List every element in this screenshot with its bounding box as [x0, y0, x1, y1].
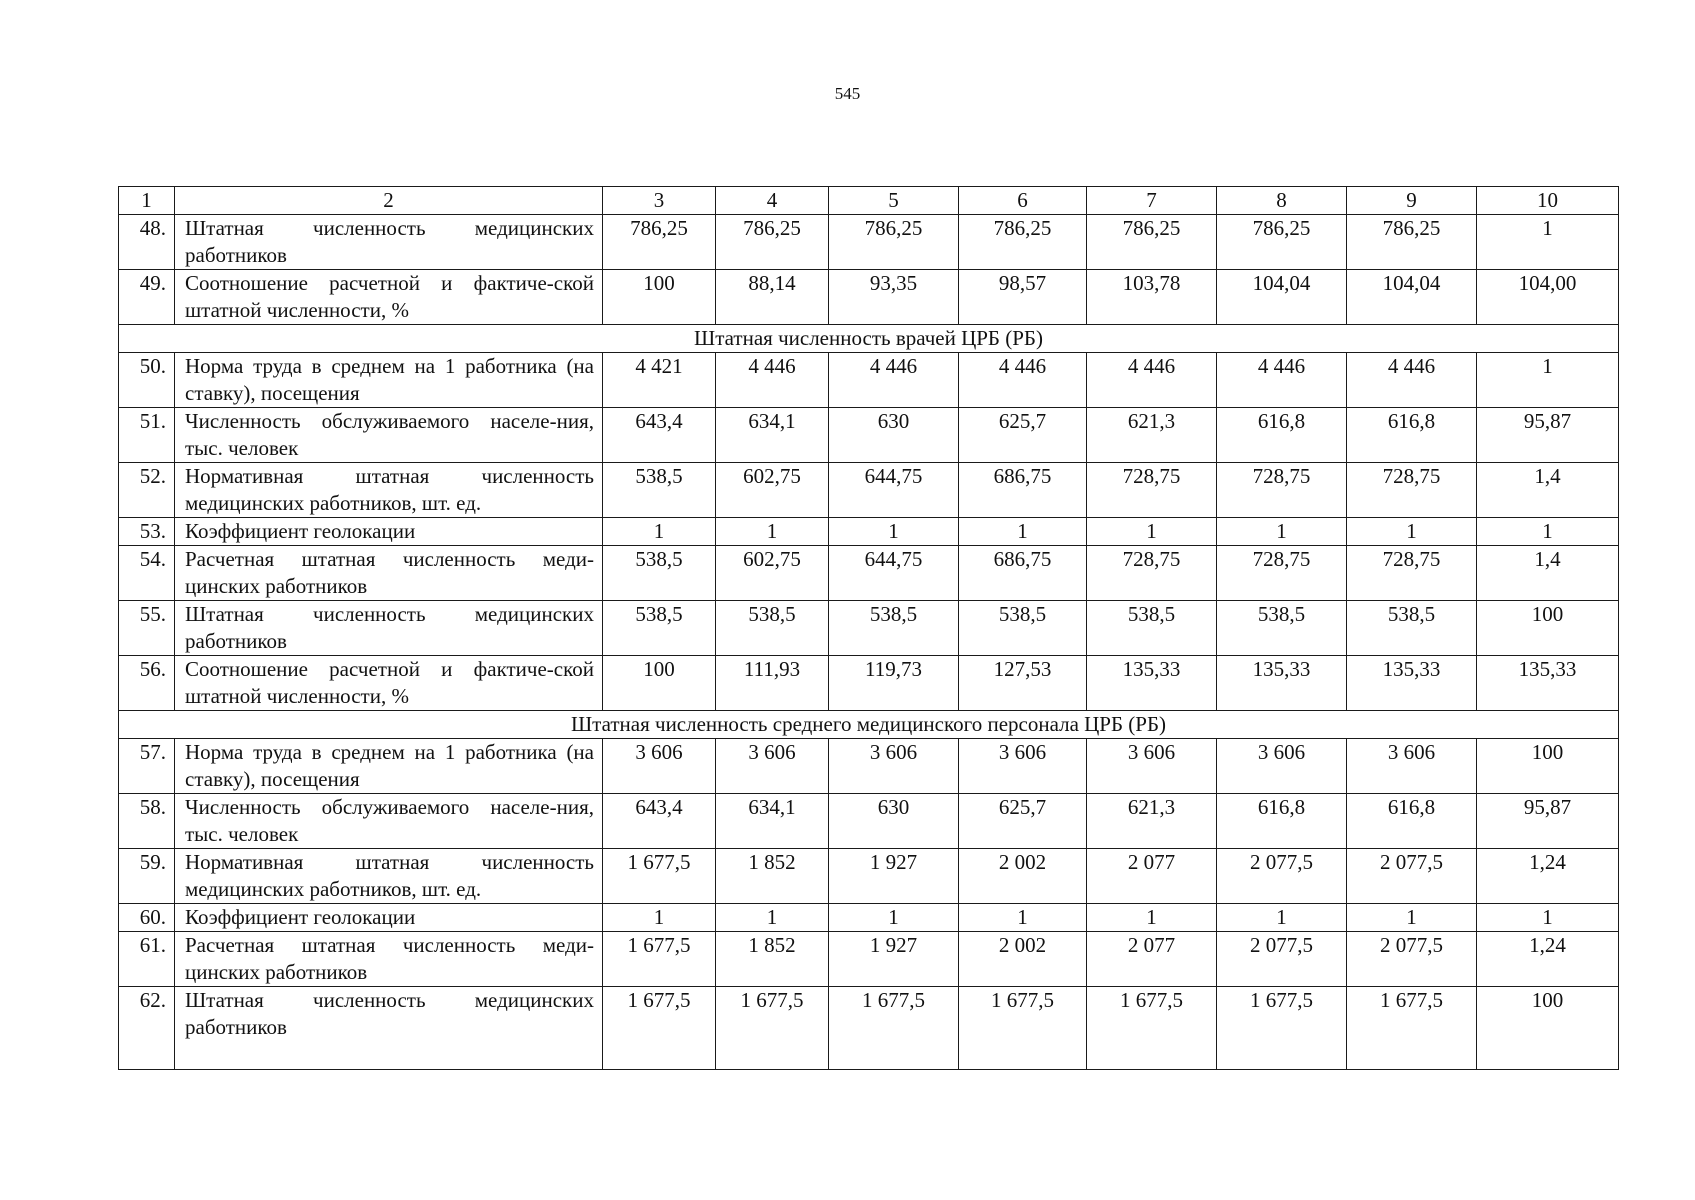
- table-row: [119, 794, 1619, 849]
- table-cell: 104,04: [1217, 270, 1347, 325]
- row-label: Расчетная штатная численность меди-цинских работников: [175, 546, 603, 601]
- table-cell: 104,04: [1347, 270, 1477, 325]
- table-cell: 644,75: [829, 546, 959, 601]
- table-cell: 602,75: [716, 546, 829, 601]
- table-cell: 538,5: [603, 463, 716, 518]
- table-cell: 1 677,5: [603, 987, 716, 1070]
- table-cell: 3 606: [1087, 739, 1217, 794]
- row-label: Коэффициент геолокации: [175, 904, 603, 932]
- table-cell: 1 677,5: [603, 849, 716, 904]
- column-header: 4: [716, 187, 829, 215]
- table-cell: 538,5: [1217, 601, 1347, 656]
- table-cell: 602,75: [716, 463, 829, 518]
- table-cell: 4 446: [1087, 353, 1217, 408]
- table-row: [119, 656, 1619, 711]
- table-cell: 538,5: [603, 601, 716, 656]
- table-cell: 625,7: [959, 794, 1087, 849]
- row-number: 62.: [119, 987, 175, 1070]
- table-cell: 127,53: [959, 656, 1087, 711]
- table-cell: 1 677,5: [603, 932, 716, 987]
- table-cell: 686,75: [959, 546, 1087, 601]
- table-cell: 2 077,5: [1347, 849, 1477, 904]
- column-header: 10: [1477, 187, 1619, 215]
- row-label: Штатная численность медицинских работников: [175, 987, 603, 1070]
- table-cell: 1 677,5: [1217, 987, 1347, 1070]
- table-cell: 1 677,5: [716, 987, 829, 1070]
- table-cell: 4 446: [1217, 353, 1347, 408]
- row-label: Расчетная штатная численность меди-цинских работников: [175, 932, 603, 987]
- table-cell: 728,75: [1217, 546, 1347, 601]
- table-cell: 616,8: [1217, 794, 1347, 849]
- table-cell: 728,75: [1347, 463, 1477, 518]
- table-cell: 643,4: [603, 408, 716, 463]
- table-cell: 621,3: [1087, 794, 1217, 849]
- table-cell: 616,8: [1347, 408, 1477, 463]
- table-cell: 4 446: [829, 353, 959, 408]
- table-cell: 2 077,5: [1217, 932, 1347, 987]
- table-cell: 728,75: [1087, 463, 1217, 518]
- table-cell: 538,5: [1087, 601, 1217, 656]
- table-row: [119, 408, 1619, 463]
- table-cell: 100: [1477, 601, 1619, 656]
- row-number: 51.: [119, 408, 175, 463]
- row-number: 49.: [119, 270, 175, 325]
- table-cell: 728,75: [1087, 546, 1217, 601]
- row-number: 53.: [119, 518, 175, 546]
- table-cell: 728,75: [1217, 463, 1347, 518]
- row-number: 55.: [119, 601, 175, 656]
- table-cell: 98,57: [959, 270, 1087, 325]
- table-cell: 3 606: [829, 739, 959, 794]
- table-cell: 1: [1347, 904, 1477, 932]
- table-cell: 616,8: [1347, 794, 1477, 849]
- column-header: 7: [1087, 187, 1217, 215]
- table-row: [119, 270, 1619, 325]
- column-header: 3: [603, 187, 716, 215]
- row-label: Штатная численность медицинских работников: [175, 601, 603, 656]
- table-cell: 1 677,5: [959, 987, 1087, 1070]
- section-title: Штатная численность среднего медицинского персонала ЦРБ (РБ): [119, 711, 1619, 739]
- row-label: Численность обслуживаемого населе-ния, тыс. человек: [175, 408, 603, 463]
- table-cell: 4 446: [959, 353, 1087, 408]
- table-cell: 786,25: [603, 215, 716, 270]
- table-row: [119, 601, 1619, 656]
- table-cell: 135,33: [1087, 656, 1217, 711]
- row-label: Соотношение расчетной и фактиче-ской штатной численности, %: [175, 656, 603, 711]
- section-header-row: [119, 325, 1619, 353]
- table-cell: 786,25: [1087, 215, 1217, 270]
- table-row: [119, 904, 1619, 932]
- table-cell: 100: [603, 270, 716, 325]
- table-cell: 625,7: [959, 408, 1087, 463]
- row-number: 61.: [119, 932, 175, 987]
- row-label: Нормативная штатная численность медицинских работников, шт. ед.: [175, 849, 603, 904]
- table-cell: 3 606: [716, 739, 829, 794]
- table-cell: 93,35: [829, 270, 959, 325]
- row-label: Норма труда в среднем на 1 работника (на ставку), посещения: [175, 353, 603, 408]
- table-cell: 786,25: [959, 215, 1087, 270]
- row-label: Численность обслуживаемого населе-ния, тыс. человек: [175, 794, 603, 849]
- table-cell: 100: [1477, 739, 1619, 794]
- row-number: 56.: [119, 656, 175, 711]
- table-cell: 786,25: [829, 215, 959, 270]
- row-number: 54.: [119, 546, 175, 601]
- row-label: Норма труда в среднем на 1 работника (на ставку), посещения: [175, 739, 603, 794]
- table-cell: 135,33: [1217, 656, 1347, 711]
- table-cell: 538,5: [959, 601, 1087, 656]
- table-row: [119, 987, 1619, 1070]
- table-cell: 538,5: [1347, 601, 1477, 656]
- table-cell: 1: [1477, 353, 1619, 408]
- table-cell: 1: [603, 904, 716, 932]
- table-cell: 786,25: [716, 215, 829, 270]
- row-number: 52.: [119, 463, 175, 518]
- row-label: Штатная численность медицинских работников: [175, 215, 603, 270]
- row-number: 60.: [119, 904, 175, 932]
- table-cell: 1 677,5: [1087, 987, 1217, 1070]
- column-header-row: [119, 187, 1619, 215]
- table-cell: 1 852: [716, 932, 829, 987]
- table-cell: 786,25: [1217, 215, 1347, 270]
- table-row: [119, 518, 1619, 546]
- table-cell: 616,8: [1217, 408, 1347, 463]
- table-cell: 4 421: [603, 353, 716, 408]
- row-number: 59.: [119, 849, 175, 904]
- table-cell: 1 677,5: [829, 987, 959, 1070]
- table-cell: 135,33: [1347, 656, 1477, 711]
- table-row: [119, 932, 1619, 987]
- table-row: [119, 353, 1619, 408]
- table-cell: 1: [603, 518, 716, 546]
- table-cell: 1 852: [716, 849, 829, 904]
- table-cell: 1: [1477, 904, 1619, 932]
- table-cell: 1: [1347, 518, 1477, 546]
- table-cell: 1: [1477, 215, 1619, 270]
- table-cell: 95,87: [1477, 408, 1619, 463]
- table-cell: 1 927: [829, 849, 959, 904]
- table-cell: 1: [1217, 904, 1347, 932]
- section-header-row: [119, 711, 1619, 739]
- table-cell: 1: [1087, 904, 1217, 932]
- table-cell: 1: [716, 518, 829, 546]
- table-cell: 111,93: [716, 656, 829, 711]
- table-cell: 95,87: [1477, 794, 1619, 849]
- table-cell: 2 077,5: [1217, 849, 1347, 904]
- table-cell: 538,5: [603, 546, 716, 601]
- table-cell: 1: [829, 904, 959, 932]
- table-cell: 135,33: [1477, 656, 1619, 711]
- table-cell: 119,73: [829, 656, 959, 711]
- table-cell: 634,1: [716, 794, 829, 849]
- table-cell: 1 677,5: [1347, 987, 1477, 1070]
- table-row: [119, 849, 1619, 904]
- table-cell: 1,4: [1477, 546, 1619, 601]
- row-label: Соотношение расчетной и фактиче-ской штатной численности, %: [175, 270, 603, 325]
- table-cell: 3 606: [603, 739, 716, 794]
- table-cell: 728,75: [1347, 546, 1477, 601]
- table-cell: 1: [716, 904, 829, 932]
- table-cell: 630: [829, 794, 959, 849]
- table-cell: 1: [1217, 518, 1347, 546]
- column-header: 6: [959, 187, 1087, 215]
- row-number: 58.: [119, 794, 175, 849]
- table-cell: 643,4: [603, 794, 716, 849]
- table-cell: 1,24: [1477, 932, 1619, 987]
- table-cell: 630: [829, 408, 959, 463]
- table-cell: 2 002: [959, 932, 1087, 987]
- column-header: 8: [1217, 187, 1347, 215]
- row-number: 57.: [119, 739, 175, 794]
- column-header: 1: [119, 187, 175, 215]
- table-row: [119, 739, 1619, 794]
- table-cell: 2 002: [959, 849, 1087, 904]
- table-cell: 3 606: [1217, 739, 1347, 794]
- table-cell: 1 927: [829, 932, 959, 987]
- table-cell: 88,14: [716, 270, 829, 325]
- row-number: 48.: [119, 215, 175, 270]
- table-cell: 100: [603, 656, 716, 711]
- table-row: [119, 463, 1619, 518]
- table-cell: 686,75: [959, 463, 1087, 518]
- table-row: [119, 546, 1619, 601]
- table-cell: 644,75: [829, 463, 959, 518]
- table-cell: 1: [1477, 518, 1619, 546]
- table-cell: 1: [1087, 518, 1217, 546]
- row-label: Коэффициент геолокации: [175, 518, 603, 546]
- column-header: 9: [1347, 187, 1477, 215]
- table-cell: 2 077,5: [1347, 932, 1477, 987]
- table-cell: 2 077: [1087, 932, 1217, 987]
- table-body: [119, 187, 1619, 1070]
- column-header: 5: [829, 187, 959, 215]
- table-cell: 1,4: [1477, 463, 1619, 518]
- row-label: Нормативная штатная численность медицинских работников, шт. ед.: [175, 463, 603, 518]
- table-cell: 1,24: [1477, 849, 1619, 904]
- section-title: Штатная численность врачей ЦРБ (РБ): [119, 325, 1619, 353]
- table-cell: 4 446: [1347, 353, 1477, 408]
- table-cell: 104,00: [1477, 270, 1619, 325]
- table-row: [119, 215, 1619, 270]
- table-cell: 2 077: [1087, 849, 1217, 904]
- table-cell: 786,25: [1347, 215, 1477, 270]
- table-cell: 4 446: [716, 353, 829, 408]
- row-number: 50.: [119, 353, 175, 408]
- table-cell: 100: [1477, 987, 1619, 1070]
- table-cell: 621,3: [1087, 408, 1217, 463]
- table-cell: 3 606: [1347, 739, 1477, 794]
- table-cell: 1: [959, 904, 1087, 932]
- table-cell: 538,5: [829, 601, 959, 656]
- column-header: 2: [175, 187, 603, 215]
- table-cell: 1: [959, 518, 1087, 546]
- table-cell: 1: [829, 518, 959, 546]
- page-number: 545: [834, 84, 861, 103]
- table-cell: 634,1: [716, 408, 829, 463]
- table-cell: 103,78: [1087, 270, 1217, 325]
- table-cell: 3 606: [959, 739, 1087, 794]
- data-table: [118, 186, 1619, 1070]
- table-cell: 538,5: [716, 601, 829, 656]
